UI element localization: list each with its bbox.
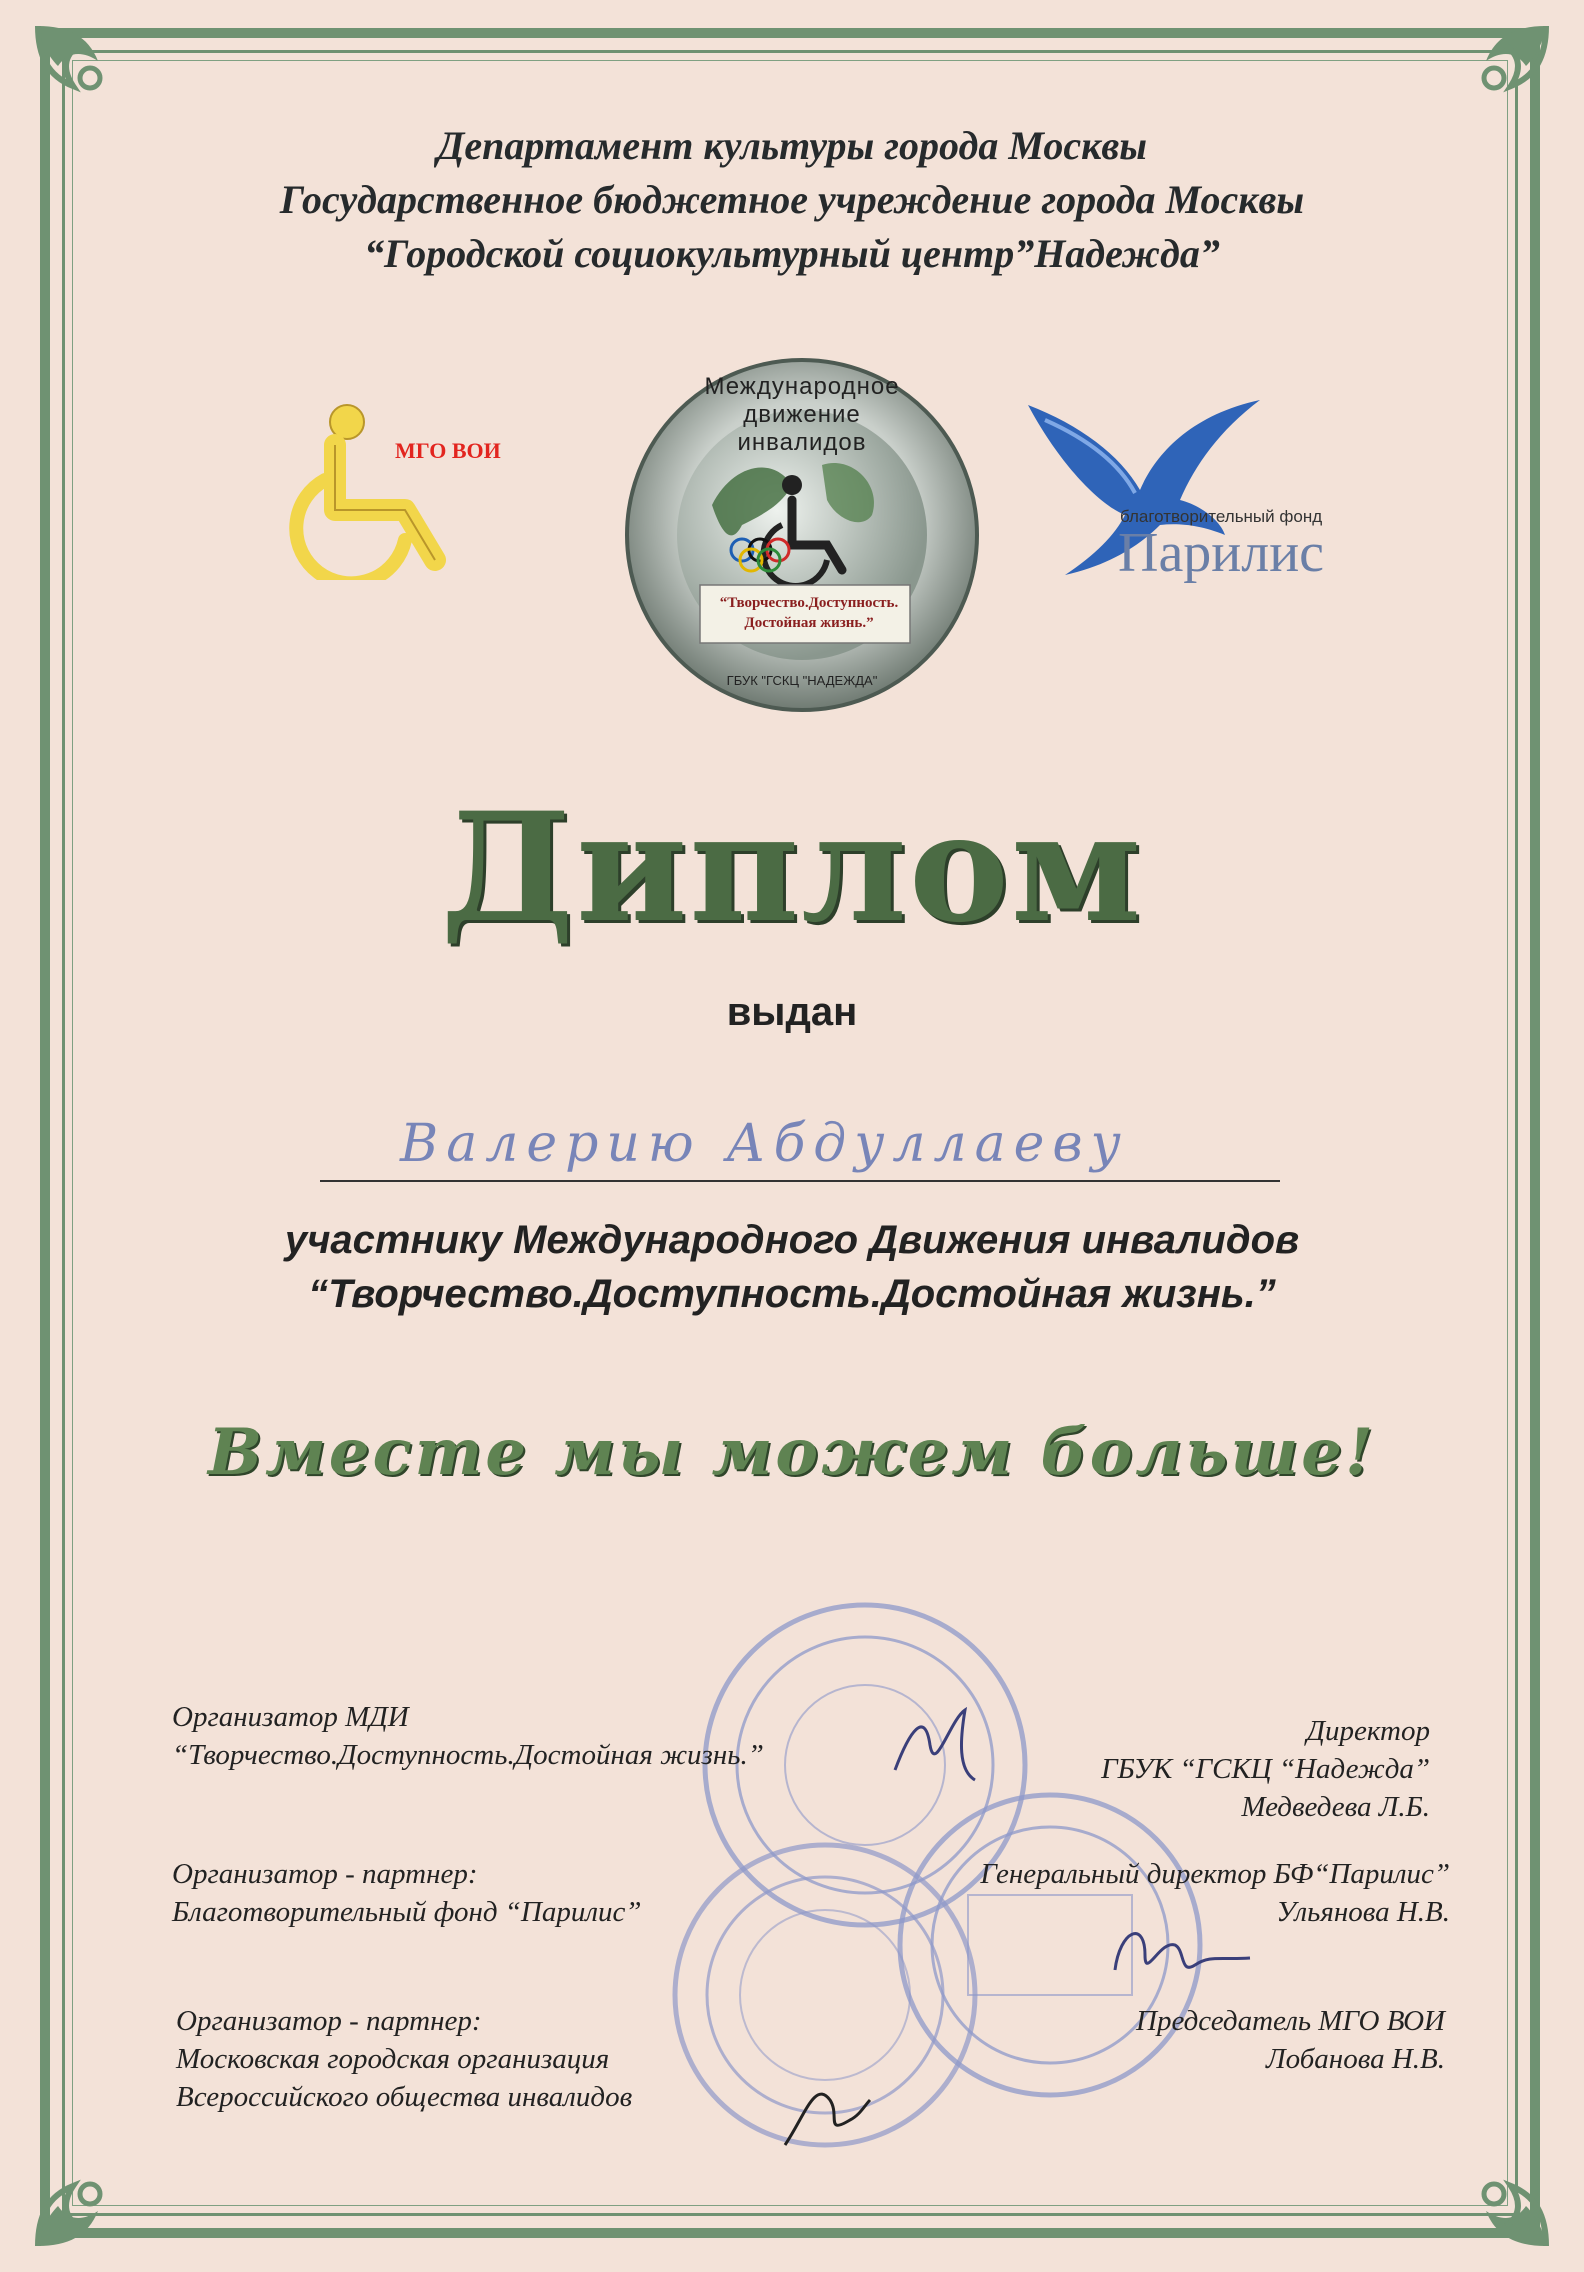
organizer-mdi-name: “Творчество.Доступность.Достойная жизнь.” (172, 1739, 764, 1771)
general-director-label: Генеральный директор БФ“Парилис” (980, 1858, 1450, 1890)
description-line1: участнику Международного Движения инвалидов (284, 1218, 1300, 1262)
description-line2: “Творчество.Доступность.Достойная жизнь.” (308, 1272, 1276, 1316)
motto: Вместе мы можем больше! (207, 1415, 1377, 1490)
partner-mgo-voi-block (176, 2002, 632, 2116)
recipient-line (320, 1110, 1280, 1182)
emblem-ring-text: Международное движение инвалидов (704, 373, 900, 456)
director-block (980, 1712, 1430, 1826)
director-label: Директор (1306, 1715, 1430, 1747)
emblem-banner-line1: “Творчество.Доступность. (719, 595, 899, 611)
corner-ornament-icon (1446, 16, 1556, 126)
signature-chairman-icon (770, 2060, 880, 2160)
logo-right-caption: благотворительный фонд (1120, 507, 1323, 526)
recipient-name: Валерию Абдуллаеву (400, 1114, 1129, 1174)
logo-left-text: МГО ВОИ (395, 438, 501, 463)
emblem-banner-text (714, 593, 904, 633)
logo-mgo-voi (285, 400, 525, 580)
chairman-name: Лобанова Н.В. (1265, 2043, 1445, 2075)
partner-parilis-label: Организатор - партнер: (172, 1858, 478, 1890)
emblem-banner-line2: Достойная жизнь.” (744, 615, 874, 631)
header-institution: Государственное бюджетное учреждение города Москвы (279, 177, 1305, 222)
logo-international-movement (622, 355, 982, 715)
chairman-label: Председатель МГО ВОИ (1136, 2005, 1445, 2037)
emblem-bottom-text: ГБУК "ГСКЦ "НАДЕЖДА" (726, 673, 878, 688)
partner-mgo-voi-name-line2: Всероссийского общества инвалидов (176, 2081, 633, 2113)
chairman-block (980, 2002, 1445, 2078)
organizer-mdi-label: Организатор МДИ (172, 1701, 409, 1733)
corner-ornament-icon (1446, 2146, 1556, 2256)
header-department: Департамент культуры города Москвы (437, 123, 1147, 168)
partner-parilis-block (172, 1855, 642, 1931)
partner-mgo-voi-name-line1: Московская городская организация (176, 2043, 610, 2075)
wheelchair-icon (285, 400, 525, 580)
director-name: Медведева Л.Б. (1241, 1791, 1430, 1823)
logo-right-name: Парилис (1118, 522, 1325, 584)
issued-label: выдан (726, 990, 858, 1034)
corner-ornament-icon (28, 2146, 138, 2256)
corner-ornament-icon (28, 16, 138, 126)
diploma-title: Диплом (440, 780, 1144, 956)
signature-director-icon (880, 1690, 990, 1800)
partner-parilis-name: Благотворительный фонд “Парилис” (172, 1896, 642, 1928)
organizer-mdi-block (172, 1698, 764, 1774)
director-organization: ГБУК “ГСКЦ “Надежда” (1101, 1753, 1430, 1785)
header-center-name: “Городской социокультурный центр”Надежда” (364, 231, 1220, 276)
partner-mgo-voi-label: Организатор - партнер: (176, 2005, 482, 2037)
logo-parilis-foundation (1020, 395, 1380, 585)
general-director-block (880, 1855, 1450, 1931)
general-director-name: Ульянова Н.В. (1276, 1896, 1450, 1928)
